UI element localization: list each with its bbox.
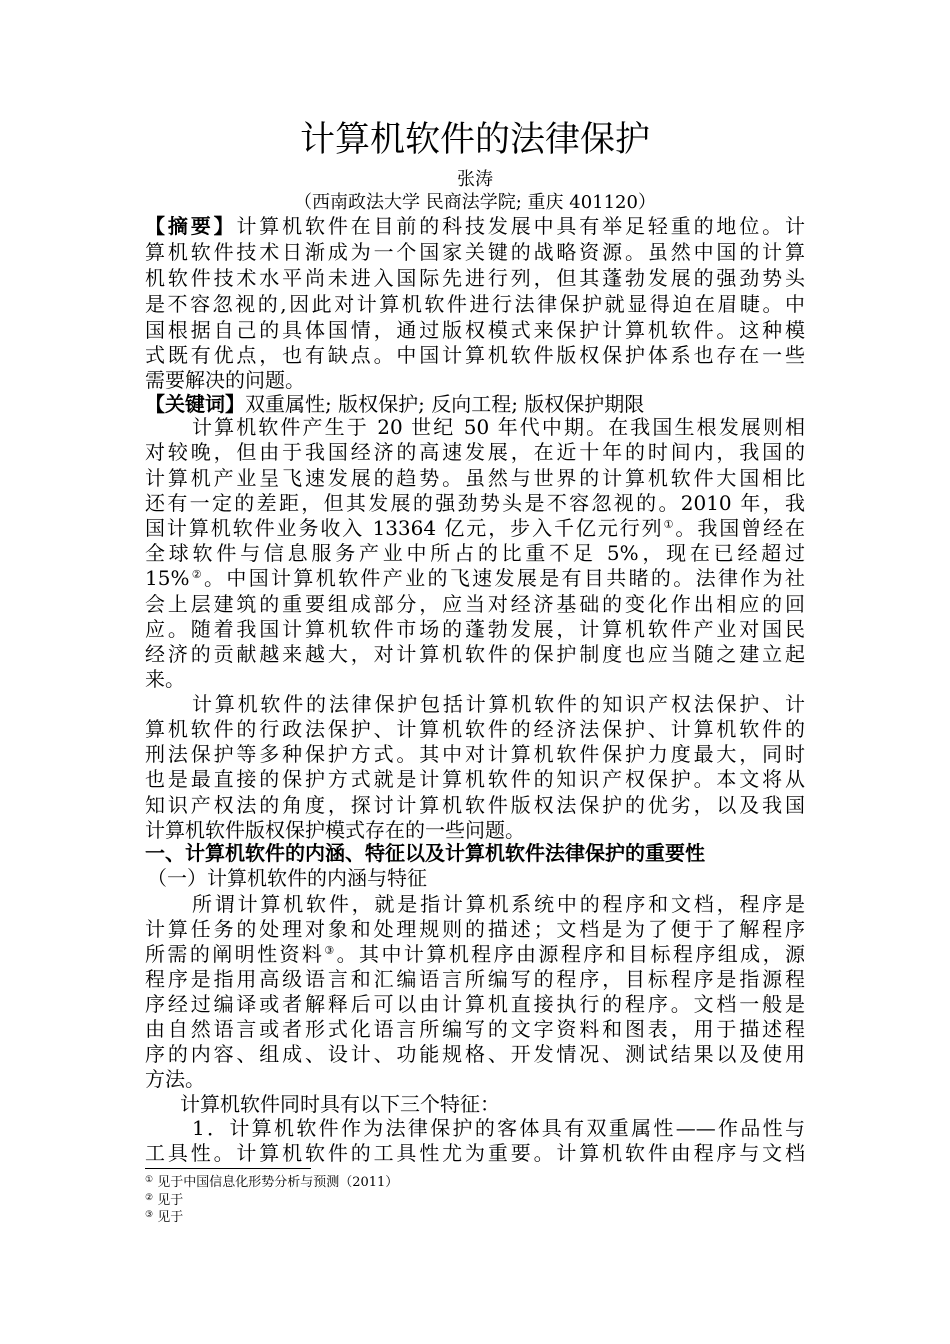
- body-line: 计算机软件版权保护模式存在的一些问题。: [145, 818, 525, 842]
- body-line: 还有一定的差距，但其发展的强劲势头是不容忽视的。2010 年，我: [145, 491, 805, 515]
- author-affiliation: （西南政法大学 民商法学院; 重庆 401120）: [294, 192, 656, 213]
- body-line: 方法。: [145, 1067, 205, 1091]
- body-line: 计算机产业呈飞速发展的趋势。虽然与世界的计算机软件大国相比: [145, 466, 805, 490]
- body-line: 序的内容、组成、设计、功能规格、开发情况、测试结果以及使用: [145, 1042, 805, 1066]
- footnote: ① 见于中国信息化形势分析与预测（2011）: [145, 1175, 399, 1190]
- body-line: 计算机软件的法律保护包括计算机软件的知识产权法保护、计: [192, 692, 805, 716]
- abstract-line: 算机软件技术日渐成为一个国家关键的战略资源。虽然中国的计算: [145, 240, 805, 264]
- body-line: 算机软件的行政法保护、计算机软件的经济法保护、计算机软件的: [145, 717, 805, 741]
- abstract-line: 是不容忽视的,因此对计算机软件进行法律保护就显得迫在眉睫。中: [145, 292, 805, 316]
- footnote-ref[interactable]: ②: [189, 568, 205, 581]
- subsection-heading: （一）计算机软件的内涵与特征: [147, 866, 427, 890]
- keywords-line: [145, 392, 805, 417]
- body-line: 所谓计算机软件，就是指计算机系统中的程序和文档，程序是: [192, 892, 805, 916]
- body-line: 1．计算机软件作为法律保护的客体具有双重属性——作品性与: [192, 1116, 805, 1140]
- keywords-text: 双重属性; 版权保护; 反向工程; 版权保护期限: [245, 392, 645, 416]
- body-line: 程序是指用高级语言和汇编语言所编写的程序，目标程序是指源程: [145, 967, 805, 991]
- body-line: 知识产权法的角度，探讨计算机软件版权法保护的优劣，以及我国: [145, 793, 805, 817]
- body-line: 计算任务的处理对象和处理规则的描述；文档是为了便于了解程序: [145, 917, 805, 941]
- abstract-line: 式既有优点，也有缺点。中国计算机软件版权保护体系也存在一些: [145, 343, 805, 367]
- body-line: 由自然语言或者形式化语言所编写的文字资料和图表，用于描述程: [145, 1017, 805, 1041]
- body-line: 计算机软件产生于 20 世纪 50 年代中期。在我国生根发展则相: [192, 415, 805, 439]
- footnote-separator: [145, 1168, 311, 1169]
- body-line: 所需的阐明性资料③。其中计算机程序由源程序和目标程序组成，源: [145, 942, 806, 966]
- abstract-line: 需要解决的问题。: [145, 368, 305, 392]
- keywords-label: 【关键词】: [145, 392, 245, 416]
- abstract-line: 机软件技术水平尚未进入国际先进行列，但其蓬勃发展的强劲势头: [145, 266, 805, 290]
- body-line: 15%②。中国计算机软件产业的飞速发展是有目共睹的。法律作为社: [145, 566, 805, 590]
- body-line: 全球软件与信息服务产业中所占的比重不足 5%，现在已经超过: [145, 541, 805, 565]
- body-line: 经济的贡献越来越大，对计算机软件的保护制度也应当随之建立起: [145, 642, 805, 666]
- footnote: ③ 见于: [145, 1210, 184, 1225]
- abstract-label: 【摘要】: [145, 214, 237, 238]
- abstract-line: 【摘要】计算机软件在目前的科技发展中具有举足轻重的地位。计: [145, 214, 806, 238]
- footnote: ② 见于: [145, 1193, 184, 1208]
- body-line: 会上层建筑的重要组成部分，应当对经济基础的变化作出相应的回: [145, 592, 805, 616]
- body-line: 序经过编译或者解释后可以由计算机直接执行的程序。文档一般是: [145, 992, 805, 1016]
- section-heading: 一、计算机软件的内涵、特征以及计算机软件法律保护的重要性: [145, 841, 705, 865]
- body-line: 应。随着我国计算机软件市场的蓬勃发展，计算机软件产业对国民: [145, 617, 805, 641]
- body-line: 来。: [145, 667, 185, 691]
- body-line: 刑法保护等多种保护方式。其中对计算机软件保护力度最大，同时: [145, 742, 805, 766]
- body-line: 对较晚，但由于我国经济的高速发展，在近十年的时间内，我国的: [145, 440, 805, 464]
- body-line: 计算机软件同时具有以下三个特征：: [180, 1092, 500, 1116]
- body-line: 工具性。计算机软件的工具性尤为重要。计算机软件由程序与文档: [145, 1141, 805, 1165]
- body-line: 国计算机软件业务收入 13364 亿元，步入千亿元行列①。我国曾经在: [145, 516, 806, 540]
- body-line: 也是最直接的保护方式就是计算机软件的知识产权保护。本文将从: [145, 767, 805, 791]
- paper-title: 计算机软件的法律保护: [299, 120, 650, 160]
- author-name: 张涛: [457, 169, 493, 190]
- footnote-ref[interactable]: ③: [324, 944, 337, 957]
- abstract-line: 国根据自己的具体国情，通过版权模式来保护计算机软件。这种模: [145, 318, 805, 342]
- footnote-ref[interactable]: ①: [663, 518, 676, 531]
